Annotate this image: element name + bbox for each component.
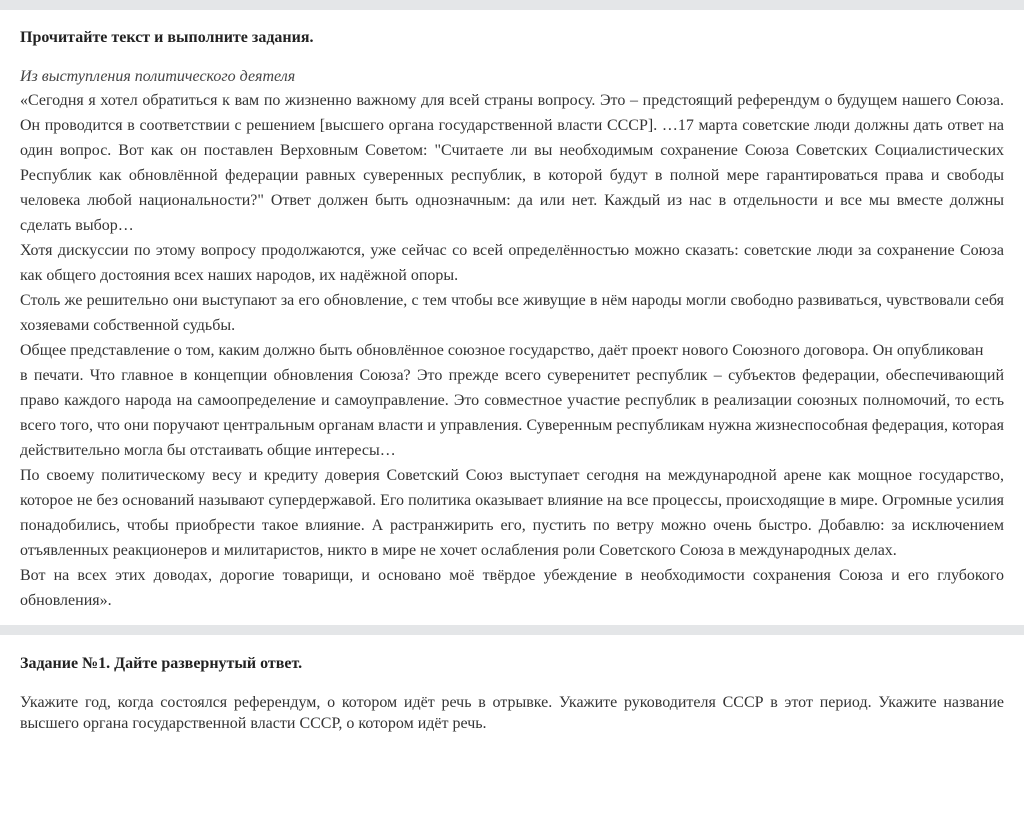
paragraph-3: Столь же решительно они выступают за его обновление, с тем чтобы все живущие в нём народы могли свободно развиваться, чувствовали себя хозяевами собственной судьбы. — [20, 292, 1004, 334]
task-title: Задание №1. Дайте развернутый ответ. — [20, 655, 303, 672]
paragraph-6: По своему политическому весу и кредиту доверия Советский Союз выступает сегодня на международной арене как мощное государство, которое не без оснований называют супердержавой. Его политика оказывает влияние на все процессы, происходящие в мире. Огромные усилия понадобились, чтобы приобрести такое влияние. А растранжирить его, пустить по ветру можно очень быстро. Добавлю: за исключением отъявленных реакционеров и милитаристов, никто в мире не хочет ослабления роли Советского Союза в международных делах. — [20, 467, 1004, 559]
paragraph-7: Вот на всех этих доводах, дорогие товарищи, и основано моё твёрдое убеждение в необходимости сохранения Союза и его глубокого обновления». — [20, 567, 1004, 609]
paragraph-4: Общее представление о том, каким должно быть обновлённое союзное государство, даёт проект нового Союзного договора. Он опубликован — [20, 342, 984, 359]
paragraph-1: «Сегодня я хотел обратиться к вам по жизненно важному для всей страны вопросу. Это – предстоящий референдум о будущем нашего Союза. Он проводится в соответствии с решением [высшего органа государственной власти СССР]. …17 марта советские люди должны дать ответ на один вопрос. Вот как он поставлен Верховным Советом: "Считаете ли вы необходимым сохранение Союза Советских Социалистических Республик как обновлённой федерации равных суверенных республик, в которой будут в полной мере гарантироваться права и свободы человека любой национальности?" Ответ должен быть однозначным: да или нет. Каждый из нас в отдельности и все мы вместе должны сделать выбор… — [20, 92, 1004, 234]
task-section — [0, 635, 1024, 734]
text-section — [0, 10, 1024, 613]
paragraph-2: Хотя дискуссии по этому вопросу продолжаются, уже сейчас со всей определённостью можно сказать: советские люди за сохранение Союза как общего достояния всех наших народов, их надёжной опоры. — [20, 242, 1004, 284]
instruction-heading: Прочитайте текст и выполните задания. — [20, 29, 314, 46]
source-caption: Из выступления политического деятеля — [20, 68, 296, 85]
section-divider — [0, 625, 1024, 635]
task-text: Укажите год, когда состоялся референдум, о котором идёт речь в отрывке. Укажите руководителя СССР в этот период. Укажите название высшего органа государственной власти СССР, о котором идёт речь. — [20, 694, 1004, 732]
paragraph-5: в печати. Что главное в концепции обновления Союза? Это прежде всего суверенитет республик – субъектов федерации, обеспечивающий право каждого народа на самоопределение и самоуправление. Это совместное участие республик в реализации союзных полномочий, то есть всего того, что они поручают центральным органам власти и управления. Суверенным республикам нужна жизнеспособная федерация, которая действительно могла бы отстаивать общие интересы… — [20, 367, 1004, 459]
top-divider — [0, 0, 1024, 10]
